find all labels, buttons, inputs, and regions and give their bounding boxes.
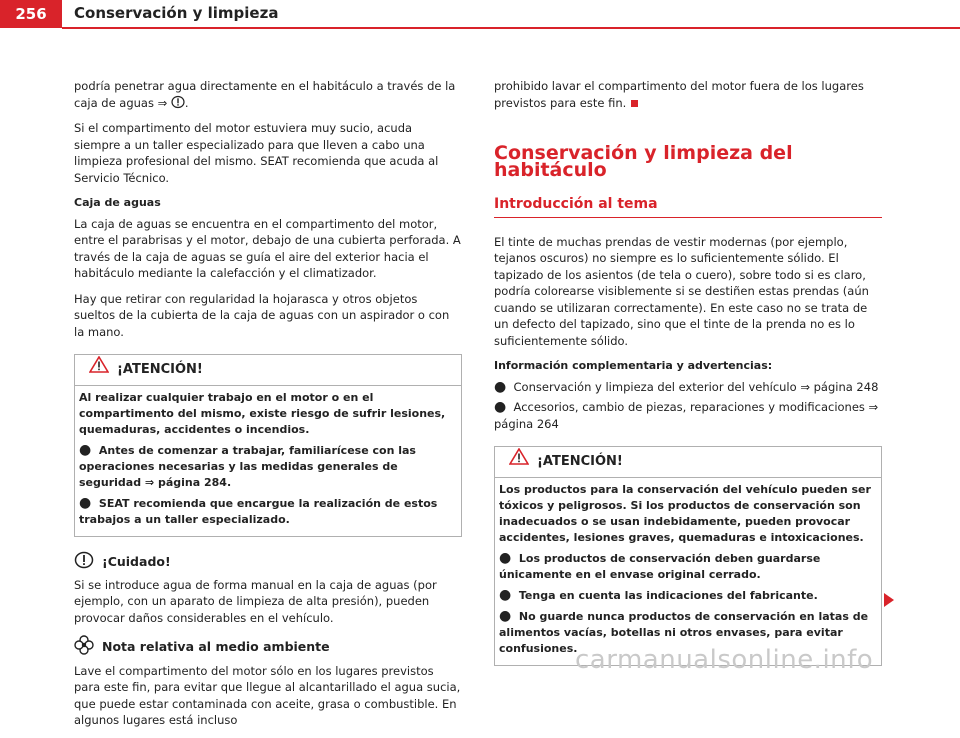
paragraph: El tinte de muchas prendas de vestir modernas (por ejemplo, tejanos oscuros) no siempre es lo suficientemente sólido. El tapizado de los asientos (de tela o cuero), sobre todo si es claro, podría colorearse visiblemente si se destiñen estas prendas (aún cuando se utilizaran correctamente). En este caso no se trata de un defecto del tapizado, sino que el tinte de la prenda no es lo suficientemente sólido. [494,234,869,348]
subheading: Información complementaria y advertencias: [494,359,773,372]
flower-icon [74,635,94,660]
paragraph: La caja de aguas se encuentra en el compartimento del motor, entre el parabrisas y el motor, debajo de una cubierta perforada. A través de la caja de aguas se guía el aire del exterior hacia el habitáculo mediante la calefacción y el climatizador. [74,216,461,280]
warning-body [495,478,881,665]
warning-body [75,386,461,536]
warning-icon [509,447,529,477]
warning-intro: Al realizar cualquier trabajo en el motor o en el compartimento del mismo, existe riesgo de sufrir lesiones, quemaduras, accidentes o incendios. [79,391,446,436]
warning-title: ¡ATENCIÓN! [495,447,881,478]
environment-note-title: Nota relativa al medio ambiente [74,635,462,660]
paragraph: Si el compartimento del motor estuviera muy sucio, acuda siempre a un taller especializado para que lleven a cabo una limpieza profesional del mismo. SEAT recomienda que acuda al Servicio Técnico. [74,121,439,185]
warning-icon [89,355,109,385]
caution-text: Si se introduce agua de forma manual en la caja de aguas (por ejemplo, con un aparato de limpieza de alta presión), pueden provocar daños considerables en el vehículo. [74,577,437,625]
left-column [74,78,462,738]
warning-box [74,354,462,537]
subheading: Caja de aguas [74,196,161,209]
paragraph: prohibido lavar el compartimento del motor fuera de los lugares previstos para este fin. [494,79,864,110]
environment-note-text: Lave el compartimento del motor sólo en los lugares previstos para este fin, para evitar que llegue al alcantarillado el agua sucia, que puede estar contaminada con aceite, grasa o combustible. En algunos lugares está incluso [74,663,461,727]
end-marker [631,100,638,107]
caution-icon [171,96,185,110]
continue-arrow-icon [884,593,894,607]
subsection-title: Introducción al tema [494,196,882,218]
page-number: 256 [0,0,62,28]
warning-box [494,446,882,666]
right-column [494,78,882,680]
list-item: ● No guarde nunca productos de conservación en latas de alimentos vacías, botellas ni otros envases, para evitar confusiones. [499,608,869,655]
header-rule [62,27,960,29]
paragraph: Hay que retirar con regularidad la hojarasca y otros objetos sueltos de la cubierta de la caja de aguas con un aspirador o con la mano. [74,291,450,339]
link-item[interactable]: ● Conservación y limpieza del exterior del vehículo ⇒ página 248 [494,378,879,395]
warning-intro: Los productos para la conservación del vehículo pueden ser tóxicos y peligrosos. Si los productos de conservación son inadecuados o se usan indebidamente, pueden provocar accidentes, lesiones graves, quemaduras e intoxicaciones. [499,483,871,544]
list-item: ● Los productos de conservación deben guardarse únicamente en el envase original cerrado. [499,550,821,581]
caution-title: ¡Cuidado! [74,551,462,574]
chapter-title: Conservación y limpieza [74,4,279,22]
link-item[interactable]: ● Accesorios, cambio de piezas, reparaciones y modificaciones ⇒ página 264 [494,399,879,431]
watermark: carmanualsonline.info [575,645,874,675]
section-title: Conservación y limpieza del habitáculo [494,142,793,181]
list-item: ● Tenga en cuenta las indicaciones del fabricante. [499,587,818,603]
list-item: ● SEAT recomienda que encargue la realización de estos trabajos a un taller especializado. [79,495,438,526]
list-item: ● Antes de comenzar a trabajar, familiarícese con las operaciones necesarias y las medidas generales de seguridad ⇒ página 284. [79,442,416,489]
caution-icon [74,551,94,574]
page-header [0,0,960,28]
paragraph: podría penetrar agua directamente en el habitáculo a través de la caja de aguas ⇒ . [74,79,456,110]
warning-title: ¡ATENCIÓN! [75,355,461,386]
